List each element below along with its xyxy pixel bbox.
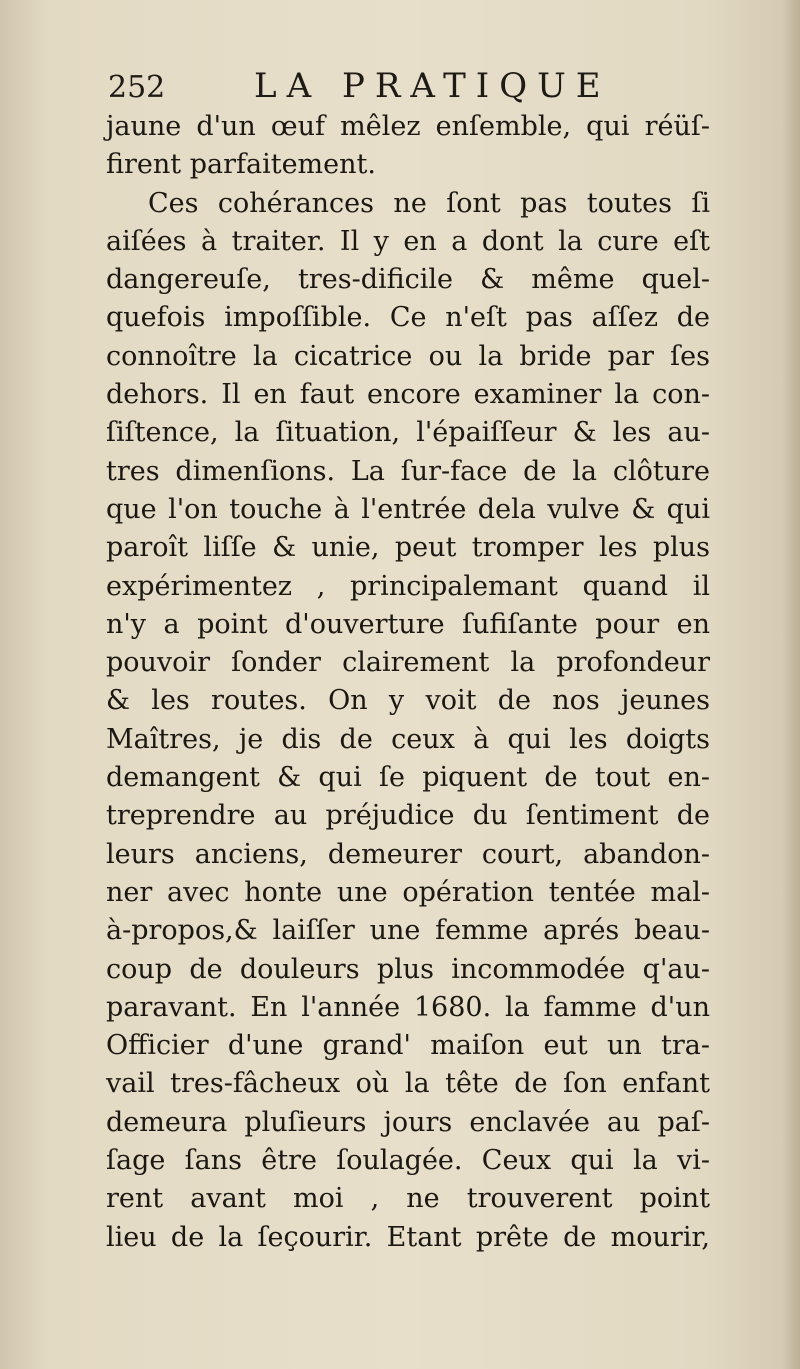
running-title: LA PRATIQUE <box>254 66 611 106</box>
text-line: Officier d'une grand' maiſon eut un tra- <box>106 1030 710 1062</box>
text-line: quefois impoſſible. Ce n'eſt pas aſſez de <box>106 302 710 334</box>
text-line: expérimentez , principalemant quand il <box>106 570 710 602</box>
text-line: firent parfaitement. <box>106 149 376 181</box>
text-line: & les routes. On y voit de nos jeunes <box>106 685 710 717</box>
text-line: à-propos,& laiſſer une femme aprés beau- <box>106 915 710 947</box>
text-line: que l'on touche à l'entrée dela vulve & qui <box>106 493 710 525</box>
text-line: leurs anciens, demeurer court, abandon- <box>106 838 710 870</box>
text-line: rent avant moi , ne trouverent point <box>106 1183 710 1215</box>
text-line: treprendre au préjudice du ſentiment de <box>106 800 710 832</box>
text-line: demangent & qui ſe piquent de tout en- <box>106 762 710 794</box>
text-line: Maîtres, je dis de ceux à qui les doigts <box>106 723 710 755</box>
text-line: demeura pluſieurs jours enclavée au paſ- <box>106 1106 710 1138</box>
text-line: dehors. Il en faut encore examiner la con- <box>106 379 710 411</box>
text-line: ſiſtence, la ſituation, l'épaiſſeur & les au- <box>106 417 710 449</box>
text-line: vail tres-fâcheux où la tête de ſon enfant <box>106 1068 710 1100</box>
text-line: pouvoir ſonder clairement la profondeur <box>106 647 710 679</box>
text-line: ſage ſans être ſoulagée. Ceux qui la vi- <box>106 1145 710 1177</box>
text-line: coup de douleurs plus incommodée q'au- <box>106 953 710 985</box>
body-text <box>106 108 710 1257</box>
text-line: Ces cohérances ne ſont pas toutes ſi <box>148 187 710 219</box>
text-line: n'y a point d'ouverture ſufiſante pour en <box>106 608 710 640</box>
text-line: paravant. En l'année 1680. la famme d'un <box>106 991 710 1023</box>
text-line: tres dimenſions. La ſur-face de la clôture <box>106 455 710 487</box>
text-line: connoître la cicatrice ou la bride par ſes <box>106 340 710 372</box>
text-line: lieu de la ſeçourir. Etant prête de mourir, <box>106 1221 710 1253</box>
text-line: paroît liſſe & unie, peut tromper les plus <box>106 532 710 564</box>
text-line: jaune d'un œuf mêlez enſemble, qui réüſ- <box>106 111 710 142</box>
text-line: ner avec honte une opération tentée mal- <box>106 876 710 908</box>
page-number: 252 <box>108 70 166 105</box>
text-line: aiſées à traiter. Il y en a dont la cure eſt <box>106 225 710 257</box>
text-line: dangereuſe, tres-dificile & même quel- <box>106 264 710 296</box>
